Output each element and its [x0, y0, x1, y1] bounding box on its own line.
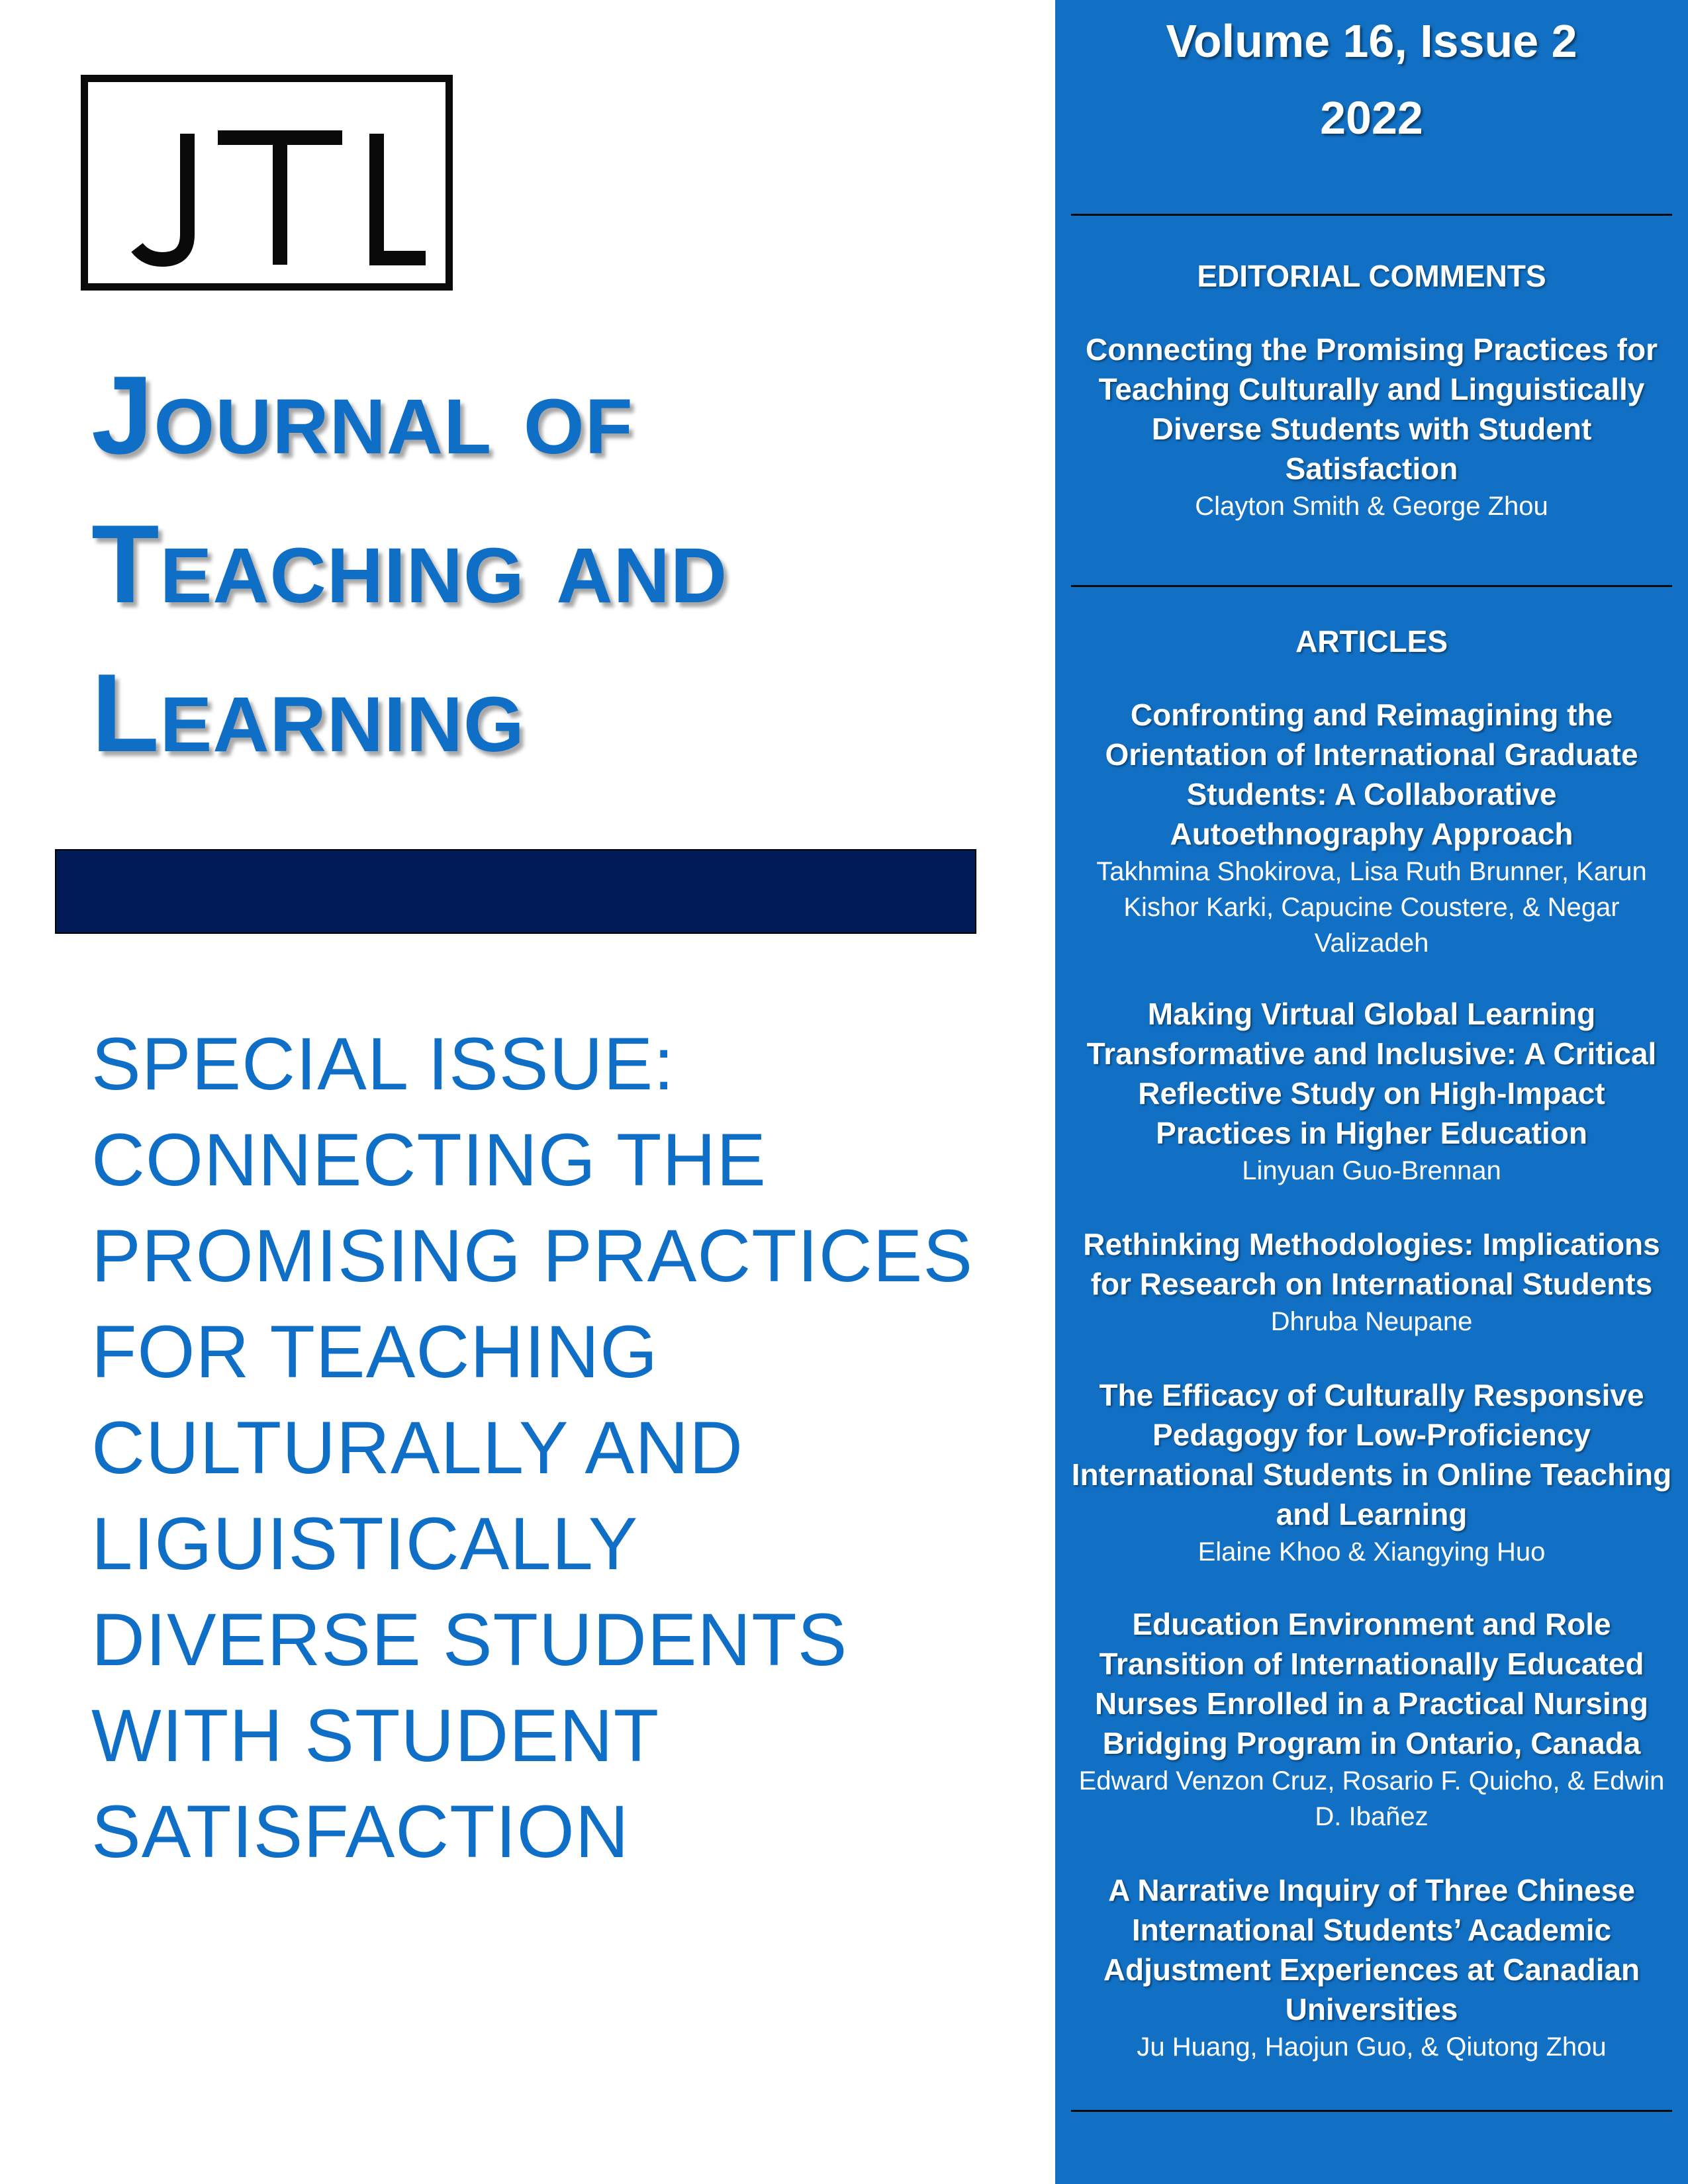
journal-title [91, 341, 952, 788]
table-of-contents-sidebar [1055, 0, 1688, 2184]
article-entry[interactable] [1068, 1375, 1675, 1570]
journal-title-line: Journal of [91, 353, 633, 477]
article-authors: Linyuan Guo-Brennan [1242, 1156, 1501, 1185]
special-issue-line: DIVERSE STUDENTS [91, 1598, 848, 1681]
issue-volume: Volume 16, Issue 2 [1166, 15, 1577, 67]
jtl-logo-mark [88, 82, 445, 283]
divider-bar [55, 849, 976, 934]
special-issue-line: CULTURALLY AND [91, 1406, 743, 1489]
special-issue-line: FOR TEACHING [91, 1310, 659, 1393]
section-divider [1071, 2110, 1672, 2112]
section-divider [1071, 214, 1672, 216]
editorial-entry[interactable] [1068, 330, 1675, 524]
article-authors: Takhmina Shokirova, Lisa Ruth Brunner, Karun Kishor Karki, Capucine Coustere, & Negar Valizadeh [1096, 857, 1647, 958]
article-authors: Clayton Smith & George Zhou [1195, 492, 1548, 521]
article-entry[interactable] [1068, 1224, 1675, 1340]
article-entry[interactable] [1068, 1870, 1675, 2065]
article-title[interactable]: Rethinking Methodologies: Implications for Research on International Students [1083, 1227, 1660, 1301]
special-issue-title [91, 1016, 1018, 1880]
article-title[interactable]: Education Environment and Role Transition of Internationally Educated Nurses Enrolled in a Practical Nursing Bridging Program in Ontario, Canada [1095, 1607, 1648, 1760]
article-authors: Elaine Khoo & Xiangying Huo [1197, 1537, 1546, 1567]
section-divider [1071, 585, 1672, 587]
articles-heading: ARTICLES [1295, 624, 1448, 659]
article-authors: Dhruba Neupane [1270, 1307, 1473, 1336]
article-entry[interactable] [1068, 1604, 1675, 1835]
article-title[interactable]: The Efficacy of Culturally Responsive Pedagogy for Low-Proficiency International Students in Online Teaching and Learning [1071, 1378, 1672, 1531]
special-issue-line: SPECIAL ISSUE: [91, 1023, 675, 1105]
journal-title-line: Teaching and [91, 502, 728, 626]
article-title[interactable]: Making Virtual Global Learning Transformative and Inclusive: A Critical Reflective Study on High-Impact Practices in Higher Education [1086, 997, 1657, 1150]
article-title[interactable]: Confronting and Reimagining the Orientation of International Graduate Students: A Collaborative Autoethnography Approach [1105, 698, 1638, 851]
special-issue-line: CONNECTING THE [91, 1118, 767, 1201]
special-issue-line: PROMISING PRACTICES [91, 1214, 974, 1297]
article-entry[interactable] [1068, 994, 1675, 1189]
journal-title-line: Learning [91, 651, 525, 775]
article-title[interactable]: A Narrative Inquiry of Three Chinese International Students’ Academic Adjustment Experiences at Canadian Universities [1103, 1873, 1640, 2026]
article-authors: Edward Venzon Cruz, Rosario F. Quicho, & Edwin D. Ibañez [1078, 1766, 1665, 1831]
special-issue-line: LIGUISTICALLY [91, 1502, 639, 1585]
article-title[interactable]: Connecting the Promising Practices for Teaching Culturally and Linguistically Diverse Students with Student Satisfaction [1086, 332, 1658, 486]
special-issue-line: SATISFACTION [91, 1790, 630, 1873]
issue-year: 2022 [1320, 92, 1423, 144]
journal-logo [81, 75, 453, 291]
article-entry[interactable] [1068, 695, 1675, 961]
editorial-heading: EDITORIAL COMMENTS [1197, 259, 1546, 293]
article-authors: Ju Huang, Haojun Guo, & Qiutong Zhou [1137, 2032, 1607, 2062]
special-issue-line: WITH STUDENT [91, 1694, 660, 1777]
